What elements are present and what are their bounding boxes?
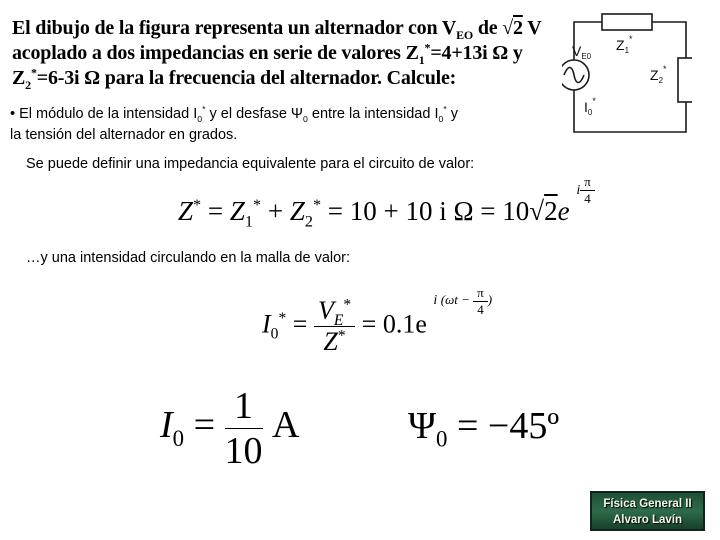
statement-line-1: El dibujo de la figura representa un alternador con $V_{EO}$ de √2 V [12, 17, 542, 42]
equation-mesh-current: $I_0^*$ = $\frac{V_E^*}{Z^*}$ = 0.1e $^{i (\omega t - \frac{\pi}{4} )}$ [262, 284, 493, 356]
impedance-z2 [678, 58, 692, 102]
question-line-1: • El módulo de la intensidad $I_0^*$ y el desfase $\Psi_0$ entre la intensidad $I_0^*$ y [10, 104, 458, 124]
statement-line-3: $Z_2^*=6-3i$ Ω para la frecuencia del alternador. Calcule: [12, 65, 457, 92]
label-source-voltage: $V_{E0}$ [572, 43, 592, 61]
badge-author: Alvaro Lavín [612, 514, 683, 526]
result-current-magnitude: $I_0$ = $\frac{1}{10}$ A [160, 385, 300, 472]
question-text [10, 104, 562, 146]
course-badge [590, 491, 705, 531]
note-mesh-current: …y una intensidad circulando en la malla de valor: [26, 250, 351, 266]
equation-equivalent-impedance: $Z^* = Z_1^* + Z_2^* = 10 + 10$ i Ω = 10√2e $^{i \frac{\pi}{4}}$ [178, 196, 595, 233]
wire-top-right [652, 22, 686, 58]
label-z1: $Z_1^*$ [616, 34, 633, 55]
result-phase-shift: $\Psi_0$ = −45º [408, 405, 560, 452]
badge-course: Física General II [603, 498, 692, 510]
note-equivalent-impedance: Se puede definir una impedancia equivalente para el circuito de valor: [26, 156, 475, 172]
question-line-2: la tensión del alternador en grados. [10, 127, 238, 143]
circuit-diagram [562, 8, 692, 138]
statement-line-2: acoplado a dos impedancias en serie de valores $Z_1^*=4+13i$ Ω y [12, 40, 523, 67]
label-z2: $Z_2^*$ [650, 64, 667, 85]
ac-source-icon [562, 60, 589, 90]
label-current: $I_0^*$ [584, 96, 596, 117]
impedance-z1 [602, 14, 652, 30]
problem-statement [12, 16, 560, 91]
